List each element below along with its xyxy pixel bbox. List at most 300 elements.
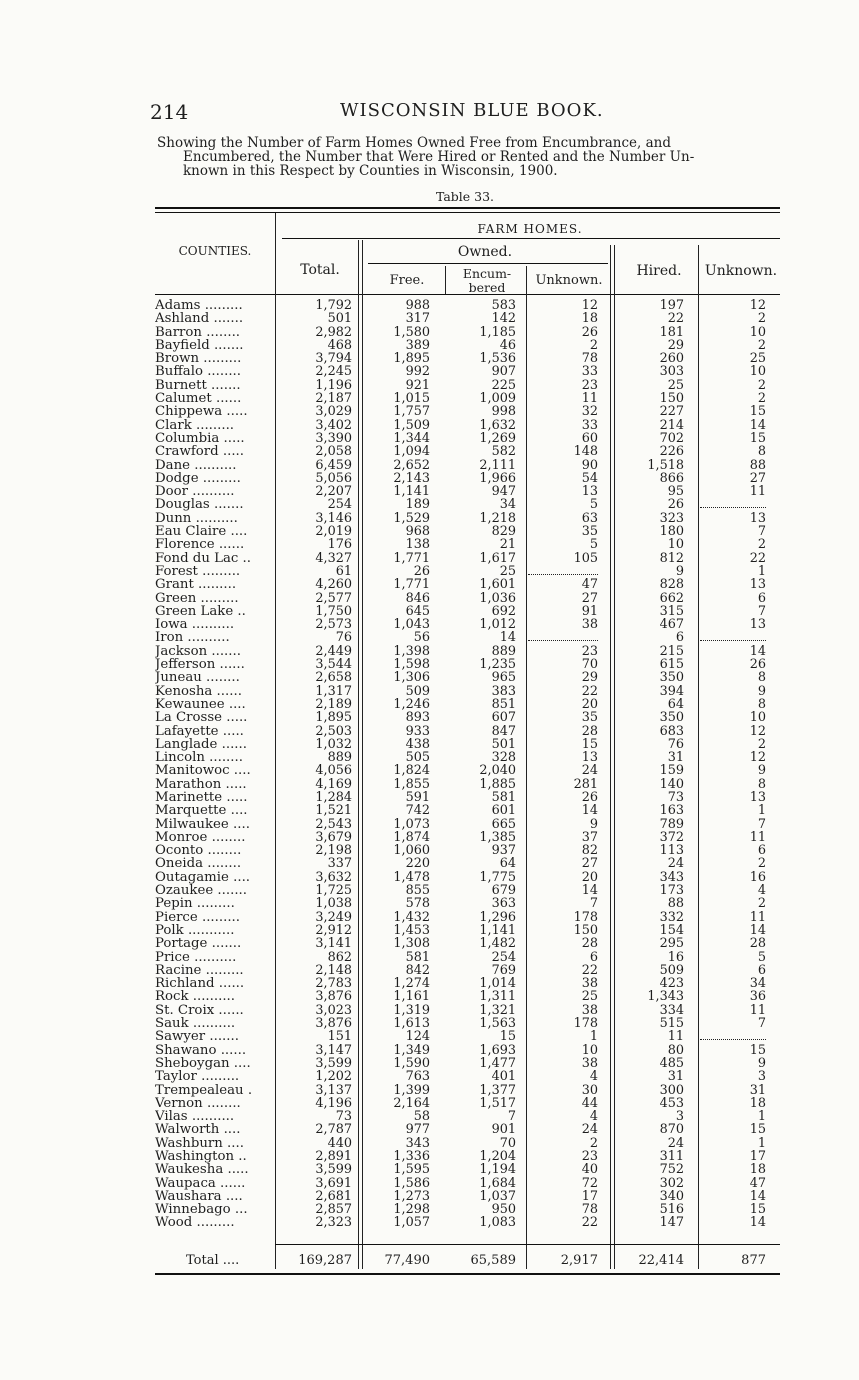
county-name: Sauk .......... <box>155 1017 236 1031</box>
table-cell: 578 <box>405 896 430 912</box>
table-cell: 2 <box>757 736 766 752</box>
county-name: Barron ........ <box>155 325 241 339</box>
table-cell: 18 <box>749 1095 766 1111</box>
table-cell: 9 <box>757 1055 766 1071</box>
table-cell: 3,794 <box>315 351 352 367</box>
table-cell: 1,885 <box>479 776 516 792</box>
table-cell: 4,169 <box>315 776 352 792</box>
table-cell: 1,855 <box>393 776 430 792</box>
table-cell: 752 <box>659 1162 684 1178</box>
table-cell: 662 <box>659 590 684 606</box>
table-cell: 17 <box>749 1149 766 1164</box>
table-cell: 23 <box>581 1149 598 1164</box>
header-bottom-rule <box>155 294 780 295</box>
table-cell: 901 <box>491 1122 516 1138</box>
table-cell: 1,218 <box>479 510 516 526</box>
table-bottom-rule <box>155 1273 780 1275</box>
table-cell: 3,876 <box>315 1016 352 1032</box>
table-cell: 1,824 <box>393 763 430 779</box>
table-cell: 1,966 <box>479 470 516 486</box>
table-cell: 34 <box>499 497 516 513</box>
table-cell: 851 <box>491 696 516 712</box>
table-label: Table 33. <box>435 189 495 204</box>
table-cell: 2,040 <box>479 763 516 779</box>
table-top-rule <box>155 207 780 209</box>
table-cell: 615 <box>659 657 684 673</box>
table-cell: 54 <box>581 470 598 486</box>
table-cell: 7 <box>757 1016 766 1032</box>
table-cell: 2,111 <box>479 457 516 473</box>
table-cell: 1,012 <box>479 617 516 633</box>
table-cell: 78 <box>581 1202 598 1218</box>
table-cell: 180 <box>659 524 684 540</box>
table-cell: 1,185 <box>479 324 516 340</box>
table-cell: 33 <box>581 364 598 380</box>
table-cell: 501 <box>491 736 516 752</box>
owned-header: Owned. <box>457 244 513 260</box>
table-cell: 10 <box>667 537 684 553</box>
table-cell: 1,269 <box>479 430 516 446</box>
table-cell: 260 <box>659 351 684 367</box>
table-cell: 1,015 <box>393 391 430 407</box>
county-name: Kewaunee .... <box>155 697 246 712</box>
table-cell: 1,518 <box>647 457 684 473</box>
county-name: Vilas .......... <box>155 1110 235 1124</box>
unknown-owned-header: Unknown. <box>535 273 603 288</box>
county-name: Bayfield ....... <box>155 338 244 353</box>
table-cell: 1,598 <box>393 657 430 673</box>
table-cell: 992 <box>405 364 430 380</box>
table-cell: 1,094 <box>393 444 430 460</box>
table-cell: 56 <box>413 630 430 646</box>
table-cell: 154 <box>659 922 684 938</box>
table-cell: 1,235 <box>479 657 516 673</box>
table-cell: 28 <box>581 936 598 952</box>
table-cell: 907 <box>491 364 516 380</box>
table-cell: 2 <box>589 1135 598 1151</box>
totals-rule <box>275 1244 780 1245</box>
county-name: Waukesha ..... <box>155 1163 249 1177</box>
table-cell: 7 <box>507 1109 516 1125</box>
county-name: Richland ...... <box>155 977 245 991</box>
table-cell: 1,308 <box>393 936 430 952</box>
table-cell: 14 <box>581 803 598 819</box>
table-cell: 76 <box>335 630 352 646</box>
table-cell: 88 <box>749 457 766 473</box>
table-cell: 742 <box>405 803 430 819</box>
table-cell: 3,141 <box>315 936 352 952</box>
table-cell: 1,750 <box>315 603 352 619</box>
table-cell: 1,509 <box>393 417 430 433</box>
table-cell: 36 <box>749 989 766 1005</box>
table-cell: 343 <box>405 1135 430 1151</box>
table-cell: 1,349 <box>393 1042 430 1058</box>
table-cell: 1,319 <box>393 1002 430 1018</box>
table-cell: 14 <box>749 417 766 433</box>
table-cell: 582 <box>491 444 516 460</box>
table-cell: 10 <box>581 1042 598 1058</box>
table-cell: 1,580 <box>393 324 430 340</box>
county-name: Monroe ........ <box>155 830 246 845</box>
county-name: Trempealeau . <box>155 1083 253 1097</box>
table-cell: 968 <box>405 524 430 540</box>
county-name: Brown ......... <box>155 352 242 366</box>
table-cell: 3,691 <box>315 1175 352 1191</box>
table-cell: 702 <box>659 430 684 446</box>
table-cell: 2 <box>589 337 598 353</box>
table-cell: 227 <box>659 404 684 420</box>
table-cell: 829 <box>491 524 516 540</box>
table-cell: 3,147 <box>315 1042 352 1058</box>
table-cell: 22 <box>581 1215 598 1231</box>
table-cell: 12 <box>749 750 766 766</box>
table-cell: 988 <box>405 298 430 313</box>
table-cell: 14 <box>499 630 516 646</box>
table-cell: 1,684 <box>479 1175 516 1191</box>
table-cell: 11 <box>667 1029 684 1045</box>
table-cell: 2 <box>757 856 766 872</box>
table-cell: 812 <box>659 550 684 566</box>
table-cell: 105 <box>573 550 598 566</box>
owned-underline <box>368 263 608 264</box>
table-cell: 26 <box>413 563 430 579</box>
county-name: Outagamie .... <box>155 870 251 885</box>
table-cell: 763 <box>405 1069 430 1085</box>
table-cell: 591 <box>405 789 430 805</box>
table-cell: 8 <box>757 776 766 792</box>
table-cell: 4 <box>589 1069 598 1085</box>
table-cell: 63 <box>581 510 598 526</box>
table-cell: 25 <box>667 377 684 393</box>
unknown-owned-column <box>528 299 598 1230</box>
county-name: Eau Claire .... <box>155 525 248 539</box>
table-cell: 505 <box>405 750 430 766</box>
table-cell: 15 <box>749 430 766 446</box>
table-cell: 2,503 <box>315 723 352 739</box>
table-cell: 254 <box>491 949 516 965</box>
table-cell: 9 <box>675 563 684 579</box>
table-cell: 26 <box>749 657 766 673</box>
table-cell: 340 <box>659 1188 684 1204</box>
table-cell: 9 <box>757 763 766 779</box>
table-cell: 15 <box>581 736 598 752</box>
county-name: Sheboygan .... <box>155 1056 251 1071</box>
table-cell: 91 <box>581 603 598 619</box>
table-cell: 3 <box>757 1069 766 1085</box>
county-name: Dunn .......... <box>155 511 238 526</box>
table-cell: 12 <box>581 298 598 313</box>
table-cell: 315 <box>659 603 684 619</box>
county-name: Ashland ....... <box>155 312 244 326</box>
county-name: Polk ........... <box>155 923 235 938</box>
county-name: Clark ......... <box>155 418 235 432</box>
table-cell: 683 <box>659 723 684 739</box>
table-cell: 1 <box>757 1135 766 1151</box>
table-cell: 509 <box>659 962 684 978</box>
table-cell <box>528 631 598 644</box>
col-divider <box>526 266 527 1269</box>
table-cell: 70 <box>499 1135 516 1151</box>
table-cell: 1,306 <box>393 670 430 686</box>
table-cell: 47 <box>749 1175 766 1191</box>
table-cell: 1,595 <box>393 1162 430 1178</box>
table-cell: 2,207 <box>315 484 352 500</box>
table-cell: 1,478 <box>393 869 430 885</box>
table-cell: 189 <box>405 497 430 513</box>
table-cell: 893 <box>405 710 430 726</box>
table-cell: 27 <box>749 470 766 486</box>
county-name: Sawyer ....... <box>155 1030 239 1044</box>
table-cell: 1,775 <box>479 869 516 885</box>
county-name: Milwaukee .... <box>155 817 250 831</box>
county-name: Dodge ......... <box>155 471 241 486</box>
table-cell: 2,058 <box>315 444 352 460</box>
table-cell: 334 <box>659 1002 684 1018</box>
county-name: St. Croix ...... <box>155 1003 244 1018</box>
table-cell: 1,311 <box>479 989 516 1005</box>
table-cell: 6 <box>757 962 766 978</box>
table-cell: 645 <box>405 603 430 619</box>
table-cell: 173 <box>659 883 684 899</box>
table-cell: 61 <box>335 563 352 579</box>
table-cell: 33 <box>581 417 598 433</box>
county-name: Langlade ...... <box>155 737 247 752</box>
table-cell: 2,577 <box>315 590 352 606</box>
county-name: Oneida ........ <box>155 857 242 871</box>
table-cell: 28 <box>581 723 598 739</box>
table-cell: 468 <box>327 337 352 353</box>
table-cell: 332 <box>659 909 684 925</box>
table-cell: 3,137 <box>315 1082 352 1098</box>
table-cell: 1,083 <box>479 1215 516 1231</box>
table-cell: 64 <box>667 696 684 712</box>
county-name: Forest ......... <box>155 564 241 579</box>
table-caption <box>157 136 785 178</box>
table-cell: 9 <box>589 816 598 832</box>
table-cell: 197 <box>659 298 684 313</box>
table-cell: 21 <box>499 537 516 553</box>
county-name: Lincoln ........ <box>155 751 243 765</box>
county-name: Pepin ......... <box>155 897 235 911</box>
page-number: 214 <box>150 100 189 124</box>
county-name: Marinette ..... <box>155 790 248 805</box>
table-cell: 7 <box>589 896 598 912</box>
total-header: Total. <box>300 262 340 278</box>
table-cell: 2 <box>757 896 766 912</box>
table-cell: 2,187 <box>315 391 352 407</box>
table-cell: 2,449 <box>315 643 352 659</box>
table-cell: 1,014 <box>479 976 516 992</box>
table-cell: 24 <box>667 1135 684 1151</box>
table-cell: 1,517 <box>479 1095 516 1111</box>
table-cell: 3,249 <box>315 909 352 925</box>
county-name: Crawford ..... <box>155 445 244 459</box>
table-cell: 254 <box>327 497 352 513</box>
table-cell: 12 <box>749 723 766 739</box>
county-name: Walworth .... <box>155 1123 241 1137</box>
table-cell: 18 <box>749 1162 766 1178</box>
table-cell: 1,563 <box>479 1016 516 1032</box>
table-cell: 1,398 <box>393 643 430 659</box>
table-cell: 29 <box>581 670 598 686</box>
table-cell: 38 <box>581 1055 598 1071</box>
table-cell: 4 <box>757 883 766 899</box>
table-cell: 2,891 <box>315 1149 352 1164</box>
table-cell: 889 <box>491 643 516 659</box>
table-cell: 14 <box>749 1188 766 1204</box>
table-cell: 6 <box>757 590 766 606</box>
totals-encumbered: 65,589 <box>470 1253 516 1268</box>
table-cell: 607 <box>491 710 516 726</box>
unknown-column <box>700 299 766 1230</box>
unknown-header: Unknown. <box>704 263 778 279</box>
county-name: Waushara .... <box>155 1189 243 1204</box>
county-name: Racine ......... <box>155 963 244 978</box>
table-cell: 138 <box>405 537 430 553</box>
table-cell: 350 <box>659 710 684 726</box>
table-cell: 302 <box>659 1175 684 1191</box>
county-name: La Crosse ..... <box>155 711 248 725</box>
table-cell: 124 <box>405 1029 430 1045</box>
table-cell: 2,323 <box>315 1215 352 1231</box>
county-name: Kenosha ...... <box>155 684 242 698</box>
table-cell: 2,245 <box>315 364 352 380</box>
hired-column <box>616 299 684 1230</box>
county-name: Vernon ........ <box>155 1096 241 1111</box>
totals-free: 77,490 <box>384 1253 430 1268</box>
table-cell: 113 <box>659 843 684 859</box>
table-cell: 2,652 <box>393 457 430 473</box>
table-cell: 485 <box>659 1055 684 1071</box>
table-cell: 78 <box>581 351 598 367</box>
table-cell: 16 <box>749 869 766 885</box>
table-cell: 1,246 <box>393 696 430 712</box>
table-cell: 1,038 <box>315 896 352 912</box>
table-cell: 1,073 <box>393 816 430 832</box>
col-divider <box>445 266 446 294</box>
table-cell: 150 <box>573 922 598 938</box>
table-cell: 1,194 <box>479 1162 516 1178</box>
county-name: Marquette .... <box>155 804 248 818</box>
table-cell: 1,617 <box>479 550 516 566</box>
table-cell: 1,771 <box>393 577 430 593</box>
table-cell: 226 <box>659 444 684 460</box>
table-cell: 2,857 <box>315 1202 352 1218</box>
table-cell: 3,599 <box>315 1055 352 1071</box>
table-cell: 467 <box>659 617 684 633</box>
county-name: Iowa .......... <box>155 618 235 632</box>
table-cell: 394 <box>659 683 684 699</box>
table-cell: 3 <box>675 1109 684 1125</box>
table-cell: 1 <box>589 1029 598 1045</box>
table-cell: 933 <box>405 723 430 739</box>
table-cell: 1,284 <box>315 789 352 805</box>
table-cell: 323 <box>659 510 684 526</box>
county-name: Jackson ....... <box>155 644 241 659</box>
table-cell: 76 <box>667 736 684 752</box>
table-cell: 25 <box>499 563 516 579</box>
caption-line: Showing the Number of Farm Homes Owned Free from Encumbrance, and <box>157 135 671 151</box>
table-cell: 44 <box>581 1095 598 1111</box>
table-cell: 581 <box>405 949 430 965</box>
caption-line: known in this Respect by Counties in Wisconsin, 1900. <box>183 163 558 179</box>
table-cell: 1,477 <box>479 1055 516 1071</box>
hired-header: Hired. <box>636 263 682 279</box>
table-cell: 965 <box>491 670 516 686</box>
table-cell: 2,658 <box>315 670 352 686</box>
table-cell: 13 <box>749 577 766 593</box>
table-cell: 1,273 <box>393 1188 430 1204</box>
county-name: Winnebago ... <box>155 1203 248 1217</box>
county-name: Fond du Lac .. <box>155 551 251 565</box>
totals-label: Total .... <box>186 1253 240 1268</box>
county-name: Adams ......... <box>155 299 243 313</box>
table-cell: 1,590 <box>393 1055 430 1071</box>
table-cell: 82 <box>581 843 598 859</box>
table-cell: 1,032 <box>315 736 352 752</box>
table-cell: 3,390 <box>315 430 352 446</box>
table-cell: 5 <box>589 497 598 513</box>
table-cell: 1 <box>757 1109 766 1125</box>
bered-header: bered <box>468 280 506 295</box>
table-cell: 401 <box>491 1069 516 1085</box>
table-cell: 1,895 <box>393 351 430 367</box>
table-cell: 60 <box>581 430 598 446</box>
county-name: Manitowoc .... <box>155 764 251 778</box>
county-name: Jefferson ...... <box>155 658 245 672</box>
table-cell: 947 <box>491 484 516 500</box>
table-cell: 34 <box>749 976 766 992</box>
county-name: Dane .......... <box>155 458 237 472</box>
table-cell: 1 <box>757 803 766 819</box>
table-cell <box>700 1030 766 1043</box>
table-cell: 2,573 <box>315 617 352 633</box>
table-cell: 1,204 <box>479 1149 516 1164</box>
table-cell: 828 <box>659 577 684 593</box>
table-cell: 1,385 <box>479 829 516 845</box>
totals-hired: 22,414 <box>638 1253 684 1268</box>
total-column <box>280 299 352 1230</box>
table-cell: 20 <box>581 869 598 885</box>
table-cell: 2,164 <box>393 1095 430 1111</box>
table-cell: 80 <box>667 1042 684 1058</box>
table-cell: 151 <box>327 1029 352 1045</box>
table-cell: 2 <box>757 311 766 327</box>
county-name: Chippewa ..... <box>155 405 248 419</box>
table-cell: 215 <box>659 643 684 659</box>
table-cell: 35 <box>581 524 598 540</box>
table-cell: 1,601 <box>479 577 516 593</box>
county-name: Buffalo ........ <box>155 365 242 379</box>
table-cell: 4 <box>589 1109 598 1125</box>
table-cell: 866 <box>659 470 684 486</box>
table-cell: 2 <box>757 537 766 553</box>
table-cell: 1,321 <box>479 1002 516 1018</box>
table-cell: 181 <box>659 324 684 340</box>
farm-homes-underline <box>282 238 780 239</box>
county-name: Juneau ........ <box>155 671 240 685</box>
table-cell: 501 <box>327 311 352 327</box>
table-cell: 295 <box>659 936 684 952</box>
table-cell: 15 <box>749 1042 766 1058</box>
table-cell: 38 <box>581 1002 598 1018</box>
table-cell: 64 <box>499 856 516 872</box>
table-cell: 72 <box>581 1175 598 1191</box>
table-cell: 35 <box>581 710 598 726</box>
county-name: Lafayette ..... <box>155 724 244 738</box>
table-cell: 846 <box>405 590 430 606</box>
table-cell: 148 <box>573 444 598 460</box>
